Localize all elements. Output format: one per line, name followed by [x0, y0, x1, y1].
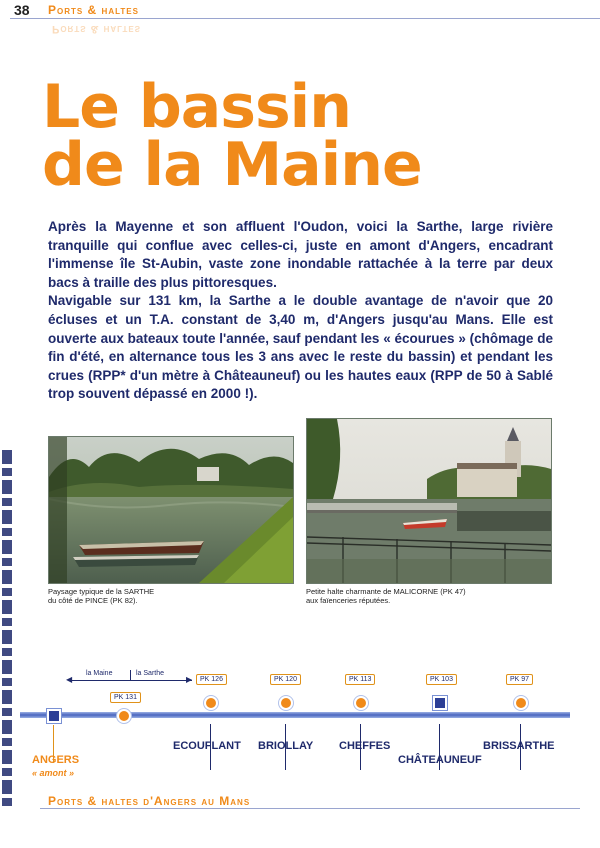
- direction-divider: [130, 670, 131, 680]
- pk-126-label: PK 126: [196, 674, 227, 685]
- pk-103-label: PK 103: [426, 674, 457, 685]
- page-title: [42, 72, 422, 200]
- town-brissarthe: BRISSARTHE: [483, 740, 555, 752]
- angers-amont-note: « amont »: [32, 768, 75, 778]
- photo-2-caption-line-2: aux faïenceries réputées.: [306, 596, 391, 605]
- arrow-left-icon: ◀: [66, 675, 73, 684]
- paragraph-1: Après la Mayenne et son affluent l'Oudon, voici la Sarthe, large rivière tranquille qui conflue avec celles-ci, juste en amont d'Angers, encadrant l'immense île St-Aubin, vaste zone inondable rattachée à la terre par deux bacs à traille des plus pittoresques.: [48, 219, 553, 290]
- photo-2-caption-line-1: Petite halte charmante de MALICORNE (PK 47): [306, 587, 466, 596]
- river-line: [20, 712, 570, 718]
- page-number: 38: [14, 2, 30, 18]
- paragraph-2: Navigable sur 131 km, la Sarthe a le double avantage de n'avoir que 20 écluses et un T.A. constant de 3,40 m, d'Angers jusqu'au Mans. Elle est ouverte aux bateaux toute l'année, sauf pendant les « écourues » (chômage de fin d'été, en alternance tous les 3 ans avec le reste du bassin) et pendant les crues (RPP* d'un mètre à Châteauneuf) ou les hautes eaux (RPP de 50 à Sablé trop souvent dépassé en 2000 !).: [48, 293, 553, 402]
- pk-113-marker: [354, 696, 368, 710]
- section-title: Ports & haltes: [48, 3, 139, 17]
- pk-113-label: PK 113: [345, 674, 375, 685]
- direction-left-label: la Maine: [86, 670, 113, 677]
- pk-126-marker: [204, 696, 218, 710]
- spine-decoration: [2, 450, 12, 810]
- footer-title: Ports & haltes d'Angers au Mans: [48, 794, 251, 808]
- town-chateauneuf: CHÂTEAUNEUF: [398, 754, 482, 766]
- angers-marker: [47, 709, 61, 723]
- river-timeline: [20, 648, 580, 783]
- pk-131-marker: [117, 709, 131, 723]
- town-briollay: BRIOLLAY: [258, 740, 314, 752]
- photo-2-caption: [306, 587, 466, 605]
- pk-120-marker: [279, 696, 293, 710]
- photo-1-caption-line-2: du côté de PINCE (PK 82).: [48, 596, 138, 605]
- town-ecouflant: ECOUFLANT: [173, 740, 241, 752]
- photo-sarthe-landscape: [48, 436, 294, 584]
- article-body: [48, 218, 553, 404]
- photo-malicorne-halt: [306, 418, 552, 584]
- pk-120-label: PK 120: [270, 674, 301, 685]
- pk-97-label: PK 97: [506, 674, 533, 685]
- header-rule: [10, 18, 600, 19]
- photo-1-caption: [48, 587, 154, 605]
- title-line-2: de la Maine: [42, 130, 422, 200]
- pk-103-marker: [433, 696, 447, 710]
- section-title-showthrough: Ports & haltes: [52, 23, 142, 35]
- town-angers: ANGERS: [32, 754, 80, 766]
- town-cheffes: CHEFFES: [339, 740, 391, 752]
- direction-arrow-line: [70, 680, 192, 681]
- footer-rule: [40, 808, 580, 809]
- direction-right-label: la Sarthe: [136, 670, 165, 677]
- pk-131-label: PK 131: [110, 692, 141, 703]
- pk-97-marker: [514, 696, 528, 710]
- photo-1-caption-line-1: Paysage typique de la SARTHE: [48, 587, 155, 596]
- title-line-1: Le bassin: [42, 72, 351, 142]
- arrow-right-icon: ▶: [186, 675, 193, 684]
